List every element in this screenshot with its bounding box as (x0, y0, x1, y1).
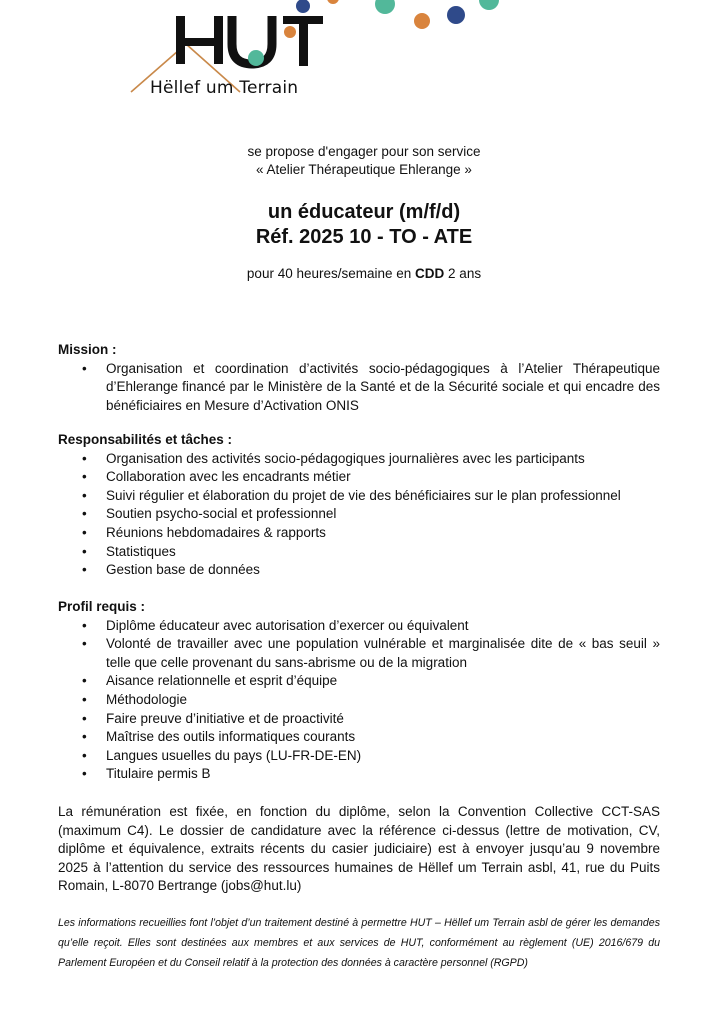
bullet-icon: • (82, 617, 87, 633)
dot-navy-2 (447, 6, 465, 24)
bullet-icon: • (82, 747, 87, 763)
application-paragraph: La rémunération est fixée, en fonction du diplôme, selon la Convention Collective CCT-SAS (maximum C4). Le dossier de candidature avec la référence ci-dessus (lettre de motivation, CV, diplôme et équivalence, extraits récents du casier judiciaire) est à envoyer jusqu’au 9 novembre 2025 à l’attention du service des ressources humaines de Hëllef um Terrain asbl, 41, rue du Puits Romain, L-8070 Bertrange (jobs@hut.lu) (58, 804, 660, 894)
dot-orange-1 (327, 0, 339, 4)
intro-line-2: « Atelier Thérapeutique Ehlerange » (256, 162, 472, 177)
intro-line-1: se propose d'engager pour son service (247, 144, 481, 159)
bullet-icon: • (82, 506, 87, 522)
bullet-icon: • (82, 360, 87, 376)
dot-teal-u (248, 50, 264, 66)
dot-teal-2 (479, 0, 499, 10)
list-item: • Langues usuelles du pays (LU-FR-DE-EN) (58, 747, 660, 766)
bullet-icon: • (82, 729, 87, 745)
list-item: • Titulaire permis B (58, 765, 660, 784)
profile-section (58, 598, 660, 784)
bullet-icon: • (82, 450, 87, 466)
list-item: • Organisation des activités socio-pédagogiques journalières avec les participants (58, 450, 660, 469)
logo-graphic (0, 0, 728, 100)
bullet-icon: • (82, 562, 87, 578)
employment-terms (0, 266, 728, 281)
list-item: • Faire preuve d’initiative et de proactivité (58, 710, 660, 729)
bullet-icon: • (82, 710, 87, 726)
responsibilities-section (58, 431, 660, 580)
bullet-icon: • (82, 469, 87, 485)
letter-t-stem (299, 16, 308, 66)
hut-logo (0, 0, 728, 100)
list-item: • Maîtrise des outils informatiques courants (58, 728, 660, 747)
bullet-icon: • (82, 766, 87, 782)
list-item: • Diplôme éducateur avec autorisation d’exercer ou équivalent (58, 617, 660, 636)
list-item: • Collaboration avec les encadrants métier (58, 468, 660, 487)
list-item: • Aisance relationnelle et esprit d’équipe (58, 672, 660, 691)
mission-list (58, 360, 660, 416)
bullet-icon: • (82, 524, 87, 540)
list-item: • Volonté de travailler avec une population vulnérable et marginalisée dite de « bas seuil » telle que celle provenant du sans-abrisme ou de la migration (82, 636, 660, 670)
contract-type: CDD (415, 266, 445, 281)
letter-h-bar (176, 38, 223, 46)
profile-list (58, 617, 660, 784)
list-item: • Statistiques (58, 543, 660, 562)
profile-heading: Profil requis : (58, 599, 146, 614)
responsibilities-heading: Responsabilités et tâches : (58, 432, 233, 447)
dot-orange-t (284, 26, 296, 38)
list-item: • Suivi régulier et élaboration du projet de vie des bénéficiaires sur le plan professionnel (58, 487, 660, 506)
logo-tagline: Hëllef um Terrain (150, 78, 299, 98)
bullet-icon: • (82, 543, 87, 559)
responsibilities-list (58, 450, 660, 580)
bullet-icon: • (82, 487, 87, 503)
job-title-block (0, 200, 728, 250)
dot-orange-2 (414, 13, 430, 29)
dot-navy-1 (296, 0, 310, 13)
terms-prefix: pour 40 heures/semaine en (246, 266, 416, 281)
intro (0, 143, 728, 179)
mission-section (58, 341, 660, 415)
list-item: • Soutien psycho-social et professionnel (58, 505, 660, 524)
bullet-icon: • (82, 673, 87, 689)
job-reference: Réf. 2025 10 - TO - ATE (255, 226, 473, 248)
bullet-icon: • (82, 691, 87, 707)
dot-teal-1 (375, 0, 395, 14)
mission-heading: Mission : (58, 342, 117, 357)
list-item: • Gestion base de données (58, 561, 660, 580)
bullet-icon: • (82, 636, 87, 652)
privacy-notice: Les informations recueillies font l’objet d’un traitement destiné à permettre HUT – Hëllef um Terrain asbl de gérer les demandes qu’elle reçoit. Elles sont destinées aux membres et aux services de HUT, conformément au règlement (UE) 2016/679 du Parlement Européen et du Conseil relatif à la protection des données à caractère personnel (RGPD) (58, 917, 660, 969)
job-title: un éducateur (m/f/d) (267, 201, 461, 223)
list-item: • Méthodologie (58, 691, 660, 710)
list-item: • Réunions hebdomadaires & rapports (58, 524, 660, 543)
list-item: • Organisation et coordination d’activités socio-pédagogiques à l’Atelier Thérapeutique d’Ehlerange financé par le Ministère de la Santé et de la Sécurité sociale et qui encadre des bénéficiaires en Mesure d’Activation ONIS (82, 360, 660, 413)
terms-suffix: 2 ans (444, 266, 482, 281)
